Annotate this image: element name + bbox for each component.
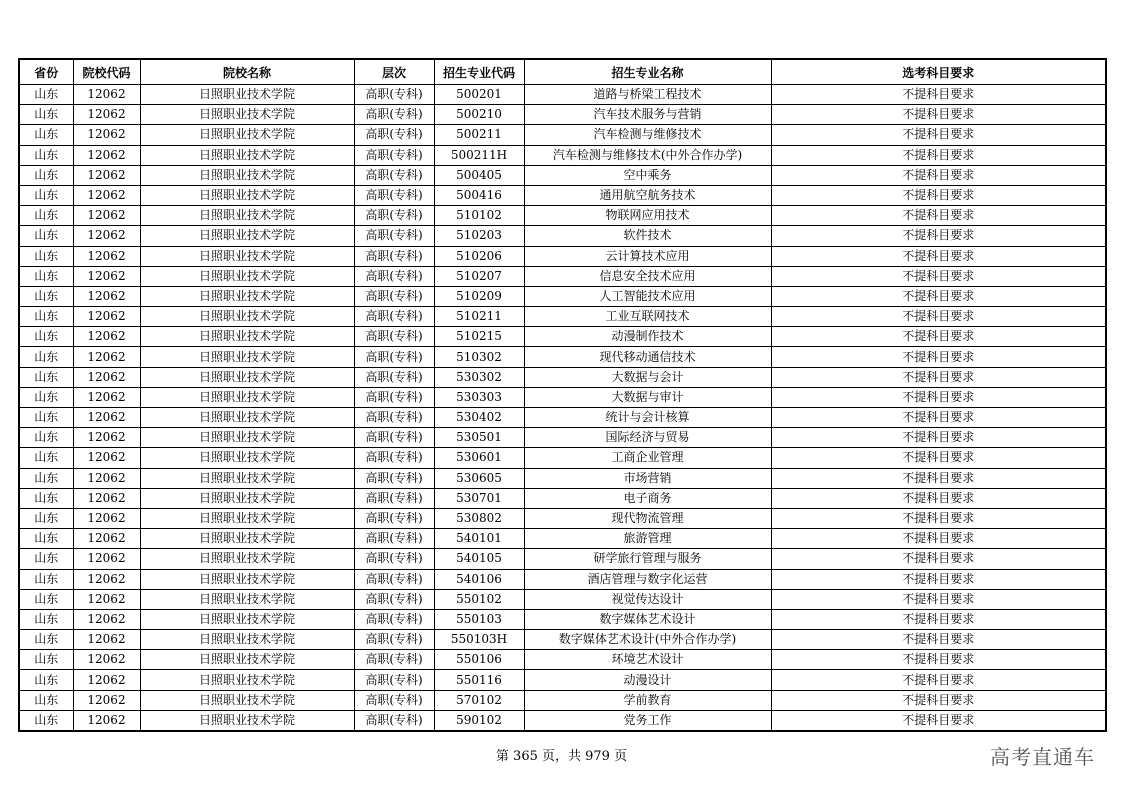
header-major-code: 招生专业代码 — [434, 59, 524, 85]
cell-level: 高职(专科) — [354, 85, 434, 105]
cell-school-code: 12062 — [73, 105, 140, 125]
table-row — [19, 569, 1106, 589]
cell-major-code: 530605 — [434, 468, 524, 488]
cell-province: 山东 — [19, 105, 73, 125]
cell-school-name: 日照职业技术学院 — [140, 428, 354, 448]
cell-province: 山东 — [19, 549, 73, 569]
cell-major-code: 540105 — [434, 549, 524, 569]
cell-major-code: 550103 — [434, 609, 524, 629]
table-row — [19, 508, 1106, 528]
cell-subject-requirement: 不提科目要求 — [771, 690, 1106, 710]
cell-school-name: 日照职业技术学院 — [140, 569, 354, 589]
cell-subject-requirement: 不提科目要求 — [771, 246, 1106, 266]
cell-major-name: 环境艺术设计 — [524, 650, 771, 670]
cell-major-code: 530601 — [434, 448, 524, 468]
cell-province: 山东 — [19, 670, 73, 690]
table-row — [19, 387, 1106, 407]
cell-level: 高职(专科) — [354, 650, 434, 670]
cell-major-code: 500211H — [434, 145, 524, 165]
cell-level: 高职(专科) — [354, 286, 434, 306]
cell-school-name: 日照职业技术学院 — [140, 670, 354, 690]
cell-subject-requirement: 不提科目要求 — [771, 428, 1106, 448]
table-row — [19, 206, 1106, 226]
cell-province: 山东 — [19, 206, 73, 226]
cell-major-name: 现代移动通信技术 — [524, 347, 771, 367]
cell-school-name: 日照职业技术学院 — [140, 468, 354, 488]
cell-province: 山东 — [19, 529, 73, 549]
cell-subject-requirement: 不提科目要求 — [771, 529, 1106, 549]
cell-major-code: 550103H — [434, 630, 524, 650]
cell-major-code: 530303 — [434, 387, 524, 407]
cell-province: 山东 — [19, 428, 73, 448]
cell-level: 高职(专科) — [354, 125, 434, 145]
header-level: 层次 — [354, 59, 434, 85]
cell-province: 山东 — [19, 266, 73, 286]
cell-school-code: 12062 — [73, 710, 140, 731]
cell-major-code: 500416 — [434, 185, 524, 205]
cell-major-name: 市场营销 — [524, 468, 771, 488]
cell-level: 高职(专科) — [354, 387, 434, 407]
cell-major-name: 统计与会计核算 — [524, 408, 771, 428]
cell-level: 高职(专科) — [354, 367, 434, 387]
cell-subject-requirement: 不提科目要求 — [771, 125, 1106, 145]
cell-school-name: 日照职业技术学院 — [140, 488, 354, 508]
cell-school-code: 12062 — [73, 327, 140, 347]
cell-major-code: 510206 — [434, 246, 524, 266]
cell-school-code: 12062 — [73, 165, 140, 185]
cell-major-name: 动漫制作技术 — [524, 327, 771, 347]
cell-major-name: 汽车检测与维修技术(中外合作办学) — [524, 145, 771, 165]
cell-major-name: 物联网应用技术 — [524, 206, 771, 226]
cell-school-name: 日照职业技术学院 — [140, 630, 354, 650]
cell-level: 高职(专科) — [354, 468, 434, 488]
table-row — [19, 690, 1106, 710]
cell-school-name: 日照职业技术学院 — [140, 266, 354, 286]
cell-province: 山东 — [19, 286, 73, 306]
cell-province: 山东 — [19, 165, 73, 185]
cell-major-code: 500405 — [434, 165, 524, 185]
cell-province: 山东 — [19, 347, 73, 367]
cell-school-name: 日照职业技术学院 — [140, 85, 354, 105]
cell-school-code: 12062 — [73, 488, 140, 508]
cell-major-code: 550106 — [434, 650, 524, 670]
cell-school-name: 日照职业技术学院 — [140, 690, 354, 710]
cell-school-code: 12062 — [73, 448, 140, 468]
page-number: 第 365 页，共 979 页 — [495, 749, 628, 764]
cell-school-code: 12062 — [73, 185, 140, 205]
cell-major-code: 510203 — [434, 226, 524, 246]
table-body — [19, 85, 1106, 732]
cell-subject-requirement: 不提科目要求 — [771, 85, 1106, 105]
cell-school-code: 12062 — [73, 206, 140, 226]
cell-subject-requirement: 不提科目要求 — [771, 327, 1106, 347]
cell-province: 山东 — [19, 710, 73, 731]
cell-major-name: 动漫设计 — [524, 670, 771, 690]
cell-school-code: 12062 — [73, 508, 140, 528]
cell-school-name: 日照职业技术学院 — [140, 246, 354, 266]
cell-major-code: 550102 — [434, 589, 524, 609]
cell-major-code: 500211 — [434, 125, 524, 145]
cell-major-name: 旅游管理 — [524, 529, 771, 549]
cell-province: 山东 — [19, 609, 73, 629]
header-subject-requirement: 选考科目要求 — [771, 59, 1106, 85]
cell-school-code: 12062 — [73, 569, 140, 589]
cell-school-code: 12062 — [73, 246, 140, 266]
cell-major-code: 590102 — [434, 710, 524, 731]
table-row — [19, 529, 1106, 549]
cell-subject-requirement: 不提科目要求 — [771, 468, 1106, 488]
cell-province: 山东 — [19, 307, 73, 327]
cell-school-name: 日照职业技术学院 — [140, 529, 354, 549]
cell-major-name: 工商企业管理 — [524, 448, 771, 468]
cell-school-name: 日照职业技术学院 — [140, 125, 354, 145]
cell-major-name: 国际经济与贸易 — [524, 428, 771, 448]
table-row — [19, 286, 1106, 306]
cell-province: 山东 — [19, 145, 73, 165]
cell-school-code: 12062 — [73, 589, 140, 609]
cell-major-code: 500210 — [434, 105, 524, 125]
admission-table-container — [18, 58, 1105, 732]
cell-major-name: 汽车检测与维修技术 — [524, 125, 771, 145]
table-row — [19, 428, 1106, 448]
cell-school-name: 日照职业技术学院 — [140, 408, 354, 428]
cell-major-code: 540101 — [434, 529, 524, 549]
cell-province: 山东 — [19, 408, 73, 428]
cell-level: 高职(专科) — [354, 347, 434, 367]
cell-school-name: 日照职业技术学院 — [140, 307, 354, 327]
cell-school-name: 日照职业技术学院 — [140, 347, 354, 367]
cell-subject-requirement: 不提科目要求 — [771, 165, 1106, 185]
cell-level: 高职(专科) — [354, 266, 434, 286]
cell-level: 高职(专科) — [354, 206, 434, 226]
cell-major-code: 510102 — [434, 206, 524, 226]
cell-province: 山东 — [19, 468, 73, 488]
cell-subject-requirement: 不提科目要求 — [771, 367, 1106, 387]
cell-school-name: 日照职业技术学院 — [140, 165, 354, 185]
cell-major-code: 530402 — [434, 408, 524, 428]
cell-school-name: 日照职业技术学院 — [140, 609, 354, 629]
cell-subject-requirement: 不提科目要求 — [771, 549, 1106, 569]
cell-school-name: 日照职业技术学院 — [140, 508, 354, 528]
cell-subject-requirement: 不提科目要求 — [771, 286, 1106, 306]
cell-major-name: 汽车技术服务与营销 — [524, 105, 771, 125]
cell-school-code: 12062 — [73, 347, 140, 367]
cell-school-code: 12062 — [73, 367, 140, 387]
cell-school-code: 12062 — [73, 549, 140, 569]
cell-major-name: 空中乘务 — [524, 165, 771, 185]
cell-major-code: 540106 — [434, 569, 524, 589]
header-school-code: 院校代码 — [73, 59, 140, 85]
cell-subject-requirement: 不提科目要求 — [771, 307, 1106, 327]
cell-major-name: 视觉传达设计 — [524, 589, 771, 609]
cell-school-code: 12062 — [73, 650, 140, 670]
cell-level: 高职(专科) — [354, 307, 434, 327]
cell-level: 高职(专科) — [354, 165, 434, 185]
cell-subject-requirement: 不提科目要求 — [771, 185, 1106, 205]
cell-subject-requirement: 不提科目要求 — [771, 508, 1106, 528]
cell-major-name: 数字媒体艺术设计(中外合作办学) — [524, 630, 771, 650]
header-major-name: 招生专业名称 — [524, 59, 771, 85]
cell-province: 山东 — [19, 448, 73, 468]
table-row — [19, 549, 1106, 569]
cell-level: 高职(专科) — [354, 609, 434, 629]
cell-level: 高职(专科) — [354, 569, 434, 589]
cell-major-name: 云计算技术应用 — [524, 246, 771, 266]
cell-school-name: 日照职业技术学院 — [140, 710, 354, 731]
cell-province: 山东 — [19, 488, 73, 508]
cell-subject-requirement: 不提科目要求 — [771, 630, 1106, 650]
table-row — [19, 246, 1106, 266]
cell-level: 高职(专科) — [354, 327, 434, 347]
cell-province: 山东 — [19, 226, 73, 246]
cell-province: 山东 — [19, 246, 73, 266]
cell-subject-requirement: 不提科目要求 — [771, 347, 1106, 367]
cell-school-code: 12062 — [73, 428, 140, 448]
table-row — [19, 367, 1106, 387]
cell-level: 高职(专科) — [354, 710, 434, 731]
cell-major-name: 道路与桥梁工程技术 — [524, 85, 771, 105]
cell-subject-requirement: 不提科目要求 — [771, 488, 1106, 508]
header-province: 省份 — [19, 59, 73, 85]
cell-school-code: 12062 — [73, 145, 140, 165]
table-row — [19, 105, 1106, 125]
cell-level: 高职(专科) — [354, 508, 434, 528]
cell-major-name: 软件技术 — [524, 226, 771, 246]
cell-school-name: 日照职业技术学院 — [140, 589, 354, 609]
table-row — [19, 145, 1106, 165]
cell-major-code: 500201 — [434, 85, 524, 105]
table-row — [19, 347, 1106, 367]
header-school-name: 院校名称 — [140, 59, 354, 85]
cell-major-name: 大数据与审计 — [524, 387, 771, 407]
cell-school-name: 日照职业技术学院 — [140, 549, 354, 569]
cell-major-name: 党务工作 — [524, 710, 771, 731]
cell-major-name: 数字媒体艺术设计 — [524, 609, 771, 629]
cell-major-code: 510209 — [434, 286, 524, 306]
cell-level: 高职(专科) — [354, 145, 434, 165]
cell-school-code: 12062 — [73, 630, 140, 650]
table-row — [19, 185, 1106, 205]
cell-major-name: 大数据与会计 — [524, 367, 771, 387]
cell-level: 高职(专科) — [354, 589, 434, 609]
cell-major-code: 510302 — [434, 347, 524, 367]
cell-major-name: 学前教育 — [524, 690, 771, 710]
cell-level: 高职(专科) — [354, 630, 434, 650]
cell-major-name: 通用航空航务技术 — [524, 185, 771, 205]
table-row — [19, 589, 1106, 609]
cell-province: 山东 — [19, 508, 73, 528]
cell-major-name: 酒店管理与数字化运营 — [524, 569, 771, 589]
cell-major-name: 工业互联网技术 — [524, 307, 771, 327]
cell-school-code: 12062 — [73, 468, 140, 488]
cell-school-code: 12062 — [73, 226, 140, 246]
table-row — [19, 488, 1106, 508]
cell-school-code: 12062 — [73, 690, 140, 710]
table-row — [19, 468, 1106, 488]
cell-subject-requirement: 不提科目要求 — [771, 266, 1106, 286]
cell-major-name: 现代物流管理 — [524, 508, 771, 528]
cell-school-name: 日照职业技术学院 — [140, 185, 354, 205]
cell-school-code: 12062 — [73, 266, 140, 286]
cell-school-code: 12062 — [73, 408, 140, 428]
cell-major-code: 570102 — [434, 690, 524, 710]
cell-level: 高职(专科) — [354, 246, 434, 266]
cell-subject-requirement: 不提科目要求 — [771, 408, 1106, 428]
cell-school-code: 12062 — [73, 529, 140, 549]
cell-school-code: 12062 — [73, 609, 140, 629]
table-row — [19, 307, 1106, 327]
cell-subject-requirement: 不提科目要求 — [771, 448, 1106, 468]
cell-subject-requirement: 不提科目要求 — [771, 609, 1106, 629]
cell-province: 山东 — [19, 367, 73, 387]
cell-level: 高职(专科) — [354, 226, 434, 246]
cell-school-code: 12062 — [73, 387, 140, 407]
cell-subject-requirement: 不提科目要求 — [771, 387, 1106, 407]
cell-subject-requirement: 不提科目要求 — [771, 589, 1106, 609]
cell-major-code: 510215 — [434, 327, 524, 347]
cell-province: 山东 — [19, 569, 73, 589]
cell-school-name: 日照职业技术学院 — [140, 206, 354, 226]
cell-school-name: 日照职业技术学院 — [140, 650, 354, 670]
cell-level: 高职(专科) — [354, 428, 434, 448]
cell-province: 山东 — [19, 327, 73, 347]
table-row — [19, 408, 1106, 428]
cell-province: 山东 — [19, 387, 73, 407]
cell-subject-requirement: 不提科目要求 — [771, 670, 1106, 690]
cell-subject-requirement: 不提科目要求 — [771, 206, 1106, 226]
cell-major-code: 530302 — [434, 367, 524, 387]
cell-level: 高职(专科) — [354, 670, 434, 690]
cell-subject-requirement: 不提科目要求 — [771, 569, 1106, 589]
cell-major-code: 530701 — [434, 488, 524, 508]
cell-level: 高职(专科) — [354, 448, 434, 468]
cell-level: 高职(专科) — [354, 549, 434, 569]
cell-province: 山东 — [19, 650, 73, 670]
cell-major-code: 530802 — [434, 508, 524, 528]
cell-school-name: 日照职业技术学院 — [140, 327, 354, 347]
cell-province: 山东 — [19, 85, 73, 105]
cell-level: 高职(专科) — [354, 488, 434, 508]
cell-level: 高职(专科) — [354, 529, 434, 549]
cell-school-name: 日照职业技术学院 — [140, 105, 354, 125]
cell-school-name: 日照职业技术学院 — [140, 448, 354, 468]
table-row — [19, 448, 1106, 468]
cell-province: 山东 — [19, 690, 73, 710]
table-row — [19, 85, 1106, 105]
cell-major-name: 信息安全技术应用 — [524, 266, 771, 286]
table-row — [19, 670, 1106, 690]
cell-level: 高职(专科) — [354, 105, 434, 125]
cell-major-name: 研学旅行管理与服务 — [524, 549, 771, 569]
table-row — [19, 630, 1106, 650]
cell-major-code: 510211 — [434, 307, 524, 327]
table-row — [19, 165, 1106, 185]
cell-school-name: 日照职业技术学院 — [140, 145, 354, 165]
cell-level: 高职(专科) — [354, 408, 434, 428]
cell-subject-requirement: 不提科目要求 — [771, 710, 1106, 731]
cell-level: 高职(专科) — [354, 690, 434, 710]
table-row — [19, 266, 1106, 286]
table-row — [19, 609, 1106, 629]
watermark-logo: 高考直通车 — [990, 745, 1095, 769]
cell-subject-requirement: 不提科目要求 — [771, 105, 1106, 125]
cell-school-code: 12062 — [73, 85, 140, 105]
cell-school-name: 日照职业技术学院 — [140, 387, 354, 407]
table-header-row — [19, 59, 1106, 85]
cell-major-code: 550116 — [434, 670, 524, 690]
cell-school-code: 12062 — [73, 670, 140, 690]
table-row — [19, 125, 1106, 145]
table-row — [19, 650, 1106, 670]
admission-table — [18, 58, 1107, 732]
cell-subject-requirement: 不提科目要求 — [771, 145, 1106, 165]
table-row — [19, 327, 1106, 347]
cell-school-name: 日照职业技术学院 — [140, 226, 354, 246]
cell-school-name: 日照职业技术学院 — [140, 286, 354, 306]
cell-province: 山东 — [19, 125, 73, 145]
cell-major-code: 530501 — [434, 428, 524, 448]
cell-school-code: 12062 — [73, 125, 140, 145]
cell-province: 山东 — [19, 185, 73, 205]
cell-province: 山东 — [19, 630, 73, 650]
cell-subject-requirement: 不提科目要求 — [771, 226, 1106, 246]
cell-subject-requirement: 不提科目要求 — [771, 650, 1106, 670]
cell-major-code: 510207 — [434, 266, 524, 286]
cell-school-code: 12062 — [73, 307, 140, 327]
cell-major-name: 人工智能技术应用 — [524, 286, 771, 306]
cell-province: 山东 — [19, 589, 73, 609]
table-row — [19, 226, 1106, 246]
cell-level: 高职(专科) — [354, 185, 434, 205]
table-row — [19, 710, 1106, 731]
cell-major-name: 电子商务 — [524, 488, 771, 508]
cell-school-code: 12062 — [73, 286, 140, 306]
cell-school-name: 日照职业技术学院 — [140, 367, 354, 387]
